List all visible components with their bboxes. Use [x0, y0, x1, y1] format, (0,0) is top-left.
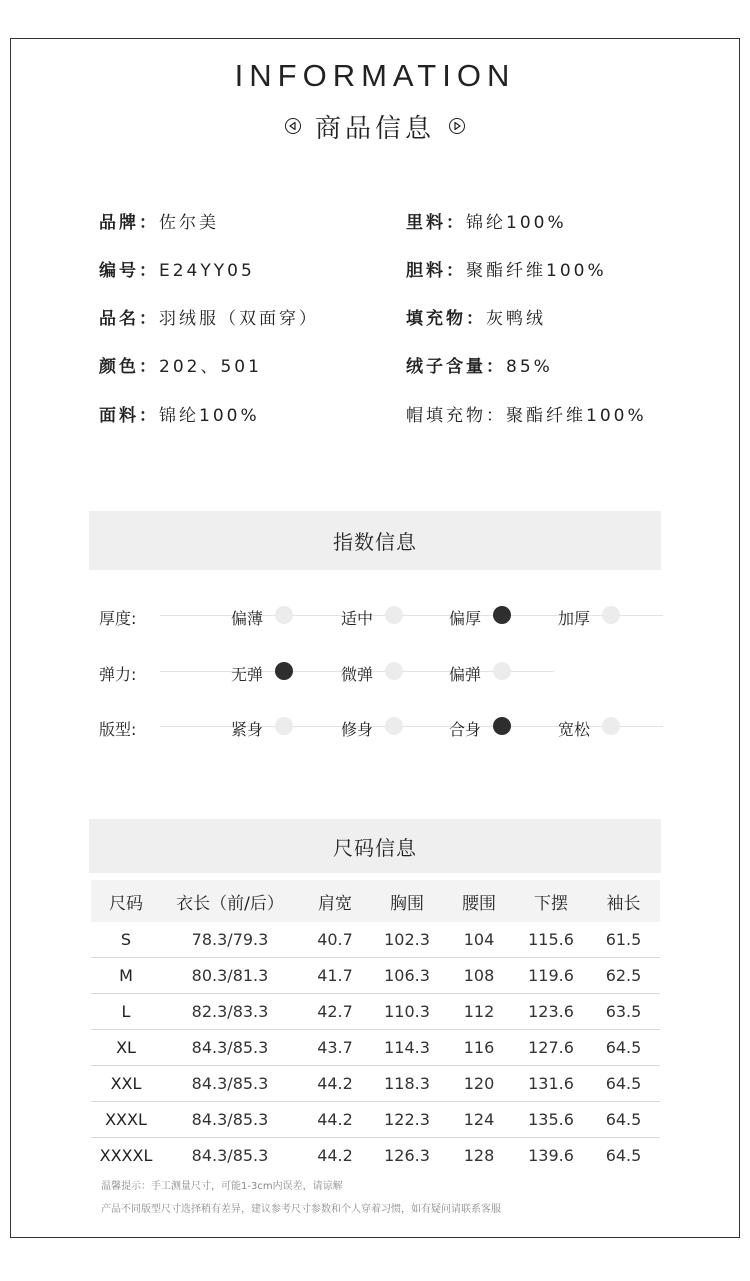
- measurement-cell: 104: [443, 922, 515, 958]
- info-key: 颜色：: [99, 357, 159, 377]
- title-chinese-row: [0, 106, 750, 146]
- size-cell: XXL: [91, 1066, 161, 1102]
- measurement-cell: 41.7: [299, 958, 371, 994]
- info-key: 品牌：: [99, 213, 159, 233]
- info-product-name: [99, 304, 319, 329]
- measurement-cell: 110.3: [371, 994, 443, 1030]
- measurement-cell: 64.5: [587, 1030, 660, 1066]
- column-header: 袖长: [606, 893, 641, 914]
- measurement-cell: 44.2: [299, 1102, 371, 1138]
- size-cell: L: [91, 994, 161, 1030]
- measurement-cell: 124: [443, 1102, 515, 1138]
- size-table-header-row: [91, 880, 660, 922]
- measurement-cell: 84.3/85.3: [191, 1146, 269, 1165]
- index-option-dot: [493, 662, 511, 680]
- measurement-cell: 118.3: [371, 1066, 443, 1102]
- info-value: 85%: [506, 357, 553, 377]
- size-cell: M: [91, 958, 161, 994]
- note-advice: 产品不同版型尺寸选择稍有差异，建议参考尺寸参数和个人穿着习惯，如有疑问请联系客服: [101, 1204, 501, 1215]
- table-row: [91, 1066, 660, 1102]
- measurement-cell: 64.5: [605, 1146, 642, 1165]
- measurement-cell: 63.5: [587, 994, 660, 1030]
- table-row: [91, 1138, 660, 1174]
- measurement-cell: 44.2: [299, 1066, 371, 1102]
- measurement-cell: 112: [443, 994, 515, 1030]
- measurement-cell: 131.6: [515, 1066, 587, 1102]
- index-option-dot-selected: [493, 717, 511, 735]
- index-option-text: 修身: [341, 720, 374, 739]
- measurement-cell: 115.6: [515, 922, 587, 958]
- measurement-cell: 84.3/85.3: [161, 1066, 299, 1102]
- table-row: [91, 994, 660, 1030]
- index-option-dot: [385, 606, 403, 624]
- measurement-cell: 64.5: [587, 1066, 660, 1102]
- info-value: 羽绒服（双面穿）: [159, 309, 319, 329]
- table-row: [91, 1030, 660, 1066]
- info-fabric: [99, 401, 260, 426]
- info-key: 胆料：: [406, 261, 466, 281]
- size-cell: S: [91, 922, 161, 958]
- info-key: 里料：: [406, 213, 466, 233]
- index-label-thickness: 厚度:: [99, 609, 137, 628]
- measurement-cell: 44.2: [317, 1146, 353, 1165]
- measurement-cell: 82.3/83.3: [161, 994, 299, 1030]
- index-label-fit: 版型:: [99, 720, 137, 739]
- index-option-dot: [602, 606, 620, 624]
- column-header: 衣长（前/后）: [176, 893, 284, 914]
- measurement-cell: 119.6: [515, 958, 587, 994]
- index-option-dot: [385, 717, 403, 735]
- table-row: [91, 1102, 660, 1138]
- index-option-text: 偏弹: [449, 665, 482, 684]
- size-cell: XXXXL: [99, 1146, 153, 1165]
- index-option-text: 微弹: [341, 665, 374, 684]
- index-option-text: 偏薄: [231, 609, 264, 628]
- table-row: [91, 922, 660, 958]
- index-label-elasticity: 弹力:: [99, 665, 137, 684]
- measurement-cell: 135.6: [515, 1102, 587, 1138]
- info-key: 面料：: [99, 406, 159, 426]
- index-option-text: 无弹: [231, 665, 264, 684]
- measurement-cell: 40.7: [299, 922, 371, 958]
- size-section-header: 尺码信息: [89, 819, 661, 873]
- info-filling: [406, 304, 546, 329]
- measurement-cell: 114.3: [371, 1030, 443, 1066]
- measurement-cell: 106.3: [371, 958, 443, 994]
- size-table: [91, 880, 660, 1173]
- index-option-text: 紧身: [231, 720, 264, 739]
- measurement-cell: 122.3: [371, 1102, 443, 1138]
- measurement-cell: 120: [443, 1066, 515, 1102]
- info-lining: [406, 208, 567, 233]
- size-cell: XXXL: [91, 1102, 161, 1138]
- index-option-dot: [275, 717, 293, 735]
- index-section-header: 指数信息: [89, 511, 661, 570]
- info-key: 编号：: [99, 261, 159, 281]
- index-option-text: 偏厚: [449, 609, 482, 628]
- title-chinese: 商品信息: [314, 113, 435, 144]
- measurement-cell: 78.3/79.3: [161, 922, 299, 958]
- measurement-cell: 42.7: [299, 994, 371, 1030]
- column-header: 下摆: [534, 893, 568, 914]
- info-key: 品名：: [99, 309, 159, 329]
- size-cell: XL: [91, 1030, 161, 1066]
- measurement-cell: 102.3: [371, 922, 443, 958]
- index-option-text: 宽松: [558, 720, 591, 739]
- info-value: 聚酯纤维100%: [506, 406, 647, 426]
- info-key: 填充物：: [406, 309, 486, 329]
- info-down-content: [406, 352, 553, 377]
- measurement-cell: 62.5: [587, 958, 660, 994]
- measurement-cell: 61.5: [587, 922, 660, 958]
- measurement-cell: 108: [443, 958, 515, 994]
- info-code: [99, 256, 255, 281]
- info-value: 灰鸭绒: [486, 309, 546, 329]
- info-color: [99, 352, 262, 377]
- measurement-cell: 116: [443, 1030, 515, 1066]
- info-value: 佐尔美: [159, 213, 219, 233]
- measurement-cell: 64.5: [587, 1102, 660, 1138]
- info-inner-fabric: [406, 256, 607, 281]
- note-tip: 温馨提示：手工测量尺寸，可能1-3cm内误差，请谅解: [101, 1181, 343, 1192]
- measurement-cell: 126.3: [384, 1146, 430, 1165]
- column-header: 肩宽: [318, 893, 352, 914]
- info-value: E24YY05: [159, 261, 255, 281]
- index-option-text: 适中: [341, 609, 374, 628]
- info-key: 绒子含量：: [406, 357, 506, 377]
- info-value: 锦纶100%: [466, 213, 567, 233]
- measurement-cell: 123.6: [515, 994, 587, 1030]
- column-header: 尺码: [109, 893, 143, 914]
- index-option-dot: [602, 717, 620, 735]
- arrow-left-circle-icon: [285, 118, 301, 134]
- index-option-dot-selected: [493, 606, 511, 624]
- info-key: 帽填充物：: [406, 406, 506, 426]
- index-option-dot: [275, 606, 293, 624]
- measurement-cell: 84.3/85.3: [161, 1030, 299, 1066]
- index-option-dot: [385, 662, 403, 680]
- info-value: 锦纶100%: [159, 406, 260, 426]
- info-brand: [99, 208, 219, 233]
- column-header: 腰围: [462, 893, 496, 914]
- index-option-dot-selected: [275, 662, 293, 680]
- measurement-cell: 128: [463, 1146, 495, 1165]
- measurement-cell: 84.3/85.3: [161, 1102, 299, 1138]
- measurement-cell: 43.7: [299, 1030, 371, 1066]
- measurement-cell: 139.6: [528, 1146, 574, 1165]
- table-row: [91, 958, 660, 994]
- info-hood-filling: [406, 401, 647, 426]
- title-english: INFORMATION: [234, 58, 516, 93]
- info-value: 202、501: [159, 357, 262, 377]
- measurement-cell: 80.3/81.3: [161, 958, 299, 994]
- info-value: 聚酯纤维100%: [466, 261, 607, 281]
- index-option-text: 合身: [449, 720, 482, 739]
- measurement-cell: 127.6: [515, 1030, 587, 1066]
- arrow-right-circle-icon: [449, 118, 465, 134]
- column-header: 胸围: [390, 893, 424, 914]
- index-option-text: 加厚: [558, 609, 591, 628]
